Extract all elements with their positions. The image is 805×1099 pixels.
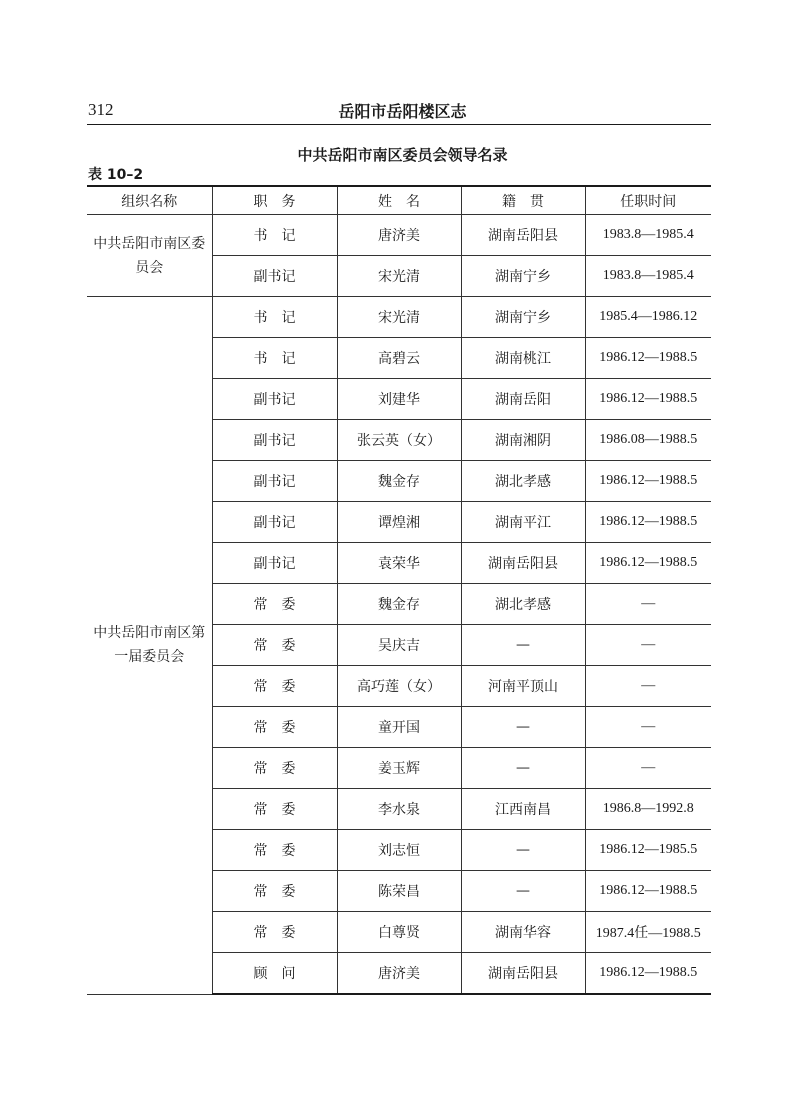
cell-position: 顾 问 (212, 953, 337, 995)
cell-native-place: — (461, 748, 585, 789)
cell-term: 1986.12—1988.5 (585, 953, 711, 995)
cell-native-place: — (461, 830, 585, 871)
cell-native-place: — (461, 707, 585, 748)
cell-term: 1986.12—1988.5 (585, 502, 711, 543)
cell-native-place: — (461, 871, 585, 912)
cell-term: — (585, 625, 711, 666)
cell-name: 魏金存 (337, 584, 461, 625)
cell-term: 1986.12—1985.5 (585, 830, 711, 871)
table-body (87, 215, 711, 995)
cell-name: 张云英（女） (337, 420, 461, 461)
cell-name: 李水泉 (337, 789, 461, 830)
cell-native-place: 湖南宁乡 (461, 256, 585, 297)
cell-name: 宋光清 (337, 256, 461, 297)
cell-position: 常 委 (212, 789, 337, 830)
cell-native-place: 湖南平江 (461, 502, 585, 543)
cell-term: 1987.4任—1988.5 (585, 912, 711, 953)
cell-name: 童开国 (337, 707, 461, 748)
cell-native-place: 湖南湘阴 (461, 420, 585, 461)
cell-position: 副书记 (212, 461, 337, 502)
cell-term: 1985.4—1986.12 (585, 297, 711, 338)
cell-name: 高碧云 (337, 338, 461, 379)
cell-term: 1986.12—1988.5 (585, 338, 711, 379)
cell-name: 姜玉辉 (337, 748, 461, 789)
cell-name: 刘建华 (337, 379, 461, 420)
cell-native-place: 湖北孝感 (461, 584, 585, 625)
cell-term: 1986.12—1988.5 (585, 461, 711, 502)
cell-native-place: 湖南华容 (461, 912, 585, 953)
column-header-term: 任职时间 (585, 186, 711, 215)
cell-position: 常 委 (212, 707, 337, 748)
header-rule (87, 124, 711, 125)
cell-position: 常 委 (212, 584, 337, 625)
cell-name: 陈荣昌 (337, 871, 461, 912)
cell-position: 副书记 (212, 543, 337, 584)
cell-organization: 中共岳阳市南区第一届委员会 (87, 297, 212, 995)
cell-term: — (585, 584, 711, 625)
cell-native-place: 湖南宁乡 (461, 297, 585, 338)
cell-position: 书 记 (212, 297, 337, 338)
table-row (87, 297, 711, 338)
cell-name: 宋光清 (337, 297, 461, 338)
cell-position: 书 记 (212, 215, 337, 256)
cell-native-place: 江西南昌 (461, 789, 585, 830)
cell-position: 常 委 (212, 912, 337, 953)
cell-native-place: 湖南岳阳 (461, 379, 585, 420)
cell-term: 1983.8—1985.4 (585, 256, 711, 297)
cell-native-place: 湖南岳阳县 (461, 215, 585, 256)
cell-term: 1986.12—1988.5 (585, 543, 711, 584)
cell-name: 刘志恒 (337, 830, 461, 871)
table-header-row (87, 186, 711, 215)
cell-position: 常 委 (212, 625, 337, 666)
cell-position: 副书记 (212, 256, 337, 297)
cell-term: 1986.12—1988.5 (585, 871, 711, 912)
cell-organization: 中共岳阳市南区委员会 (87, 215, 212, 297)
column-header-organization: 组织名称 (87, 186, 212, 215)
cell-term: 1986.08—1988.5 (585, 420, 711, 461)
cell-position: 书 记 (212, 338, 337, 379)
cell-term: — (585, 748, 711, 789)
cell-position: 常 委 (212, 871, 337, 912)
cell-name: 吴庆吉 (337, 625, 461, 666)
cell-term: — (585, 707, 711, 748)
cell-position: 常 委 (212, 666, 337, 707)
cell-name: 袁荣华 (337, 543, 461, 584)
cell-name: 高巧莲（女） (337, 666, 461, 707)
cell-native-place: 湖北孝感 (461, 461, 585, 502)
cell-native-place: 河南平顶山 (461, 666, 585, 707)
cell-term: 1986.8—1992.8 (585, 789, 711, 830)
table-row (87, 215, 711, 256)
cell-position: 常 委 (212, 748, 337, 789)
column-header-native-place: 籍 贯 (461, 186, 585, 215)
cell-position: 副书记 (212, 420, 337, 461)
cell-term: 1986.12—1988.5 (585, 379, 711, 420)
cell-native-place: 湖南岳阳县 (461, 543, 585, 584)
cell-position: 副书记 (212, 379, 337, 420)
cell-position: 副书记 (212, 502, 337, 543)
cell-term: — (585, 666, 711, 707)
cell-name: 唐济美 (337, 215, 461, 256)
cell-native-place: 湖南岳阳县 (461, 953, 585, 995)
table-title: 中共岳阳市南区委员会领导名录 (297, 146, 508, 164)
page-number: 312 (88, 100, 114, 119)
cell-native-place: — (461, 625, 585, 666)
cell-name: 谭煌湘 (337, 502, 461, 543)
table-number: 表 10–2 (88, 167, 144, 183)
running-head-book-title: 岳阳市岳阳楼区志 (338, 102, 467, 121)
cell-name: 白尊贤 (337, 912, 461, 953)
cell-term: 1983.8—1985.4 (585, 215, 711, 256)
cell-name: 魏金存 (337, 461, 461, 502)
cell-native-place: 湖南桃江 (461, 338, 585, 379)
column-header-position: 职 务 (212, 186, 337, 215)
cell-position: 常 委 (212, 830, 337, 871)
cell-name: 唐济美 (337, 953, 461, 995)
leadership-roster-table (87, 185, 711, 995)
column-header-name: 姓 名 (337, 186, 461, 215)
